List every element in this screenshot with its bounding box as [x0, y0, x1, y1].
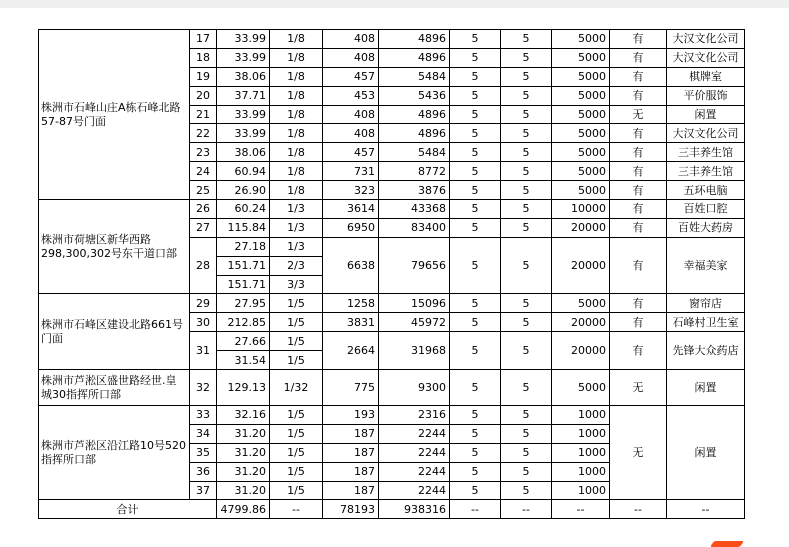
rent-cell: 3831 [323, 313, 379, 332]
unit-number: 19 [190, 67, 217, 86]
status-cell: 有 [610, 30, 667, 49]
deposit-cell: 5000 [552, 294, 610, 313]
tenant-cell: 五环电脑 [667, 181, 745, 200]
property-lease-table [38, 29, 745, 519]
tenant-cell: 幸福美家 [667, 237, 745, 294]
total-rent: 78193 [323, 500, 379, 519]
rent-cell: 6950 [323, 218, 379, 237]
annual-cell: 83400 [379, 218, 450, 237]
deposit-cell: 5000 [552, 181, 610, 200]
unit-number: 35 [190, 443, 217, 462]
rent-cell: 408 [323, 124, 379, 143]
tenant-cell: 石峰村卫生室 [667, 313, 745, 332]
unit-number: 21 [190, 105, 217, 124]
deposit-cell: 5000 [552, 162, 610, 181]
share-cell: 1/5 [270, 462, 323, 481]
col2-cell: 5 [501, 162, 552, 181]
annual-cell: 4896 [379, 48, 450, 67]
rent-cell: 187 [323, 443, 379, 462]
rent-cell: 457 [323, 143, 379, 162]
address-cell: 株洲市石峰山庄A栋石峰北路57-87号门面 [39, 30, 190, 200]
address-cell: 株洲市芦淞区盛世路经世.皇城30指挥所口部 [39, 370, 190, 406]
annual-cell: 15096 [379, 294, 450, 313]
deposit-cell: 5000 [552, 86, 610, 105]
unit-number: 23 [190, 143, 217, 162]
share-cell: 1/3 [270, 237, 323, 256]
tenant-cell: 百姓大药房 [667, 218, 745, 237]
rent-cell: 6638 [323, 237, 379, 294]
share-cell: 1/8 [270, 67, 323, 86]
tenant-cell: 大汉文化公司 [667, 48, 745, 67]
col1-cell: 5 [450, 105, 501, 124]
tenant-cell: 棋牌室 [667, 67, 745, 86]
annual-cell: 5436 [379, 86, 450, 105]
status-cell: 有 [610, 86, 667, 105]
col2-cell: 5 [501, 143, 552, 162]
annual-cell: 79656 [379, 237, 450, 294]
table-body [39, 30, 745, 519]
area-cell: 31.20 [217, 481, 270, 500]
unit-number: 22 [190, 124, 217, 143]
rent-cell: 187 [323, 424, 379, 443]
tenant-cell: 百姓口腔 [667, 200, 745, 219]
share-cell: 1/8 [270, 124, 323, 143]
annual-cell: 3876 [379, 181, 450, 200]
col2-cell: 5 [501, 181, 552, 200]
share-cell: 1/5 [270, 424, 323, 443]
annual-cell: 8772 [379, 162, 450, 181]
deposit-cell: 20000 [552, 332, 610, 370]
col2-cell: 5 [501, 406, 552, 425]
share-cell: 1/5 [270, 481, 323, 500]
col2-cell: 5 [501, 124, 552, 143]
tenant-cell: 大汉文化公司 [667, 124, 745, 143]
window-top-strip [0, 0, 789, 8]
unit-number: 27 [190, 218, 217, 237]
col2-cell: 5 [501, 481, 552, 500]
area-cell: 31.20 [217, 462, 270, 481]
tenant-cell: 平价服饰 [667, 86, 745, 105]
col1-cell: 5 [450, 200, 501, 219]
total-annual: 938316 [379, 500, 450, 519]
area-cell: 115.84 [217, 218, 270, 237]
tenant-cell: 闲置 [667, 406, 745, 500]
share-cell: 1/8 [270, 48, 323, 67]
unit-number: 20 [190, 86, 217, 105]
tenant-cell: 窗帘店 [667, 294, 745, 313]
table-row [39, 30, 745, 49]
deposit-cell: 20000 [552, 218, 610, 237]
area-cell: 60.94 [217, 162, 270, 181]
rent-cell: 323 [323, 181, 379, 200]
unit-number: 26 [190, 200, 217, 219]
tenant-cell: 闲置 [667, 370, 745, 406]
col2-cell: 5 [501, 424, 552, 443]
share-cell: 1/8 [270, 162, 323, 181]
total-area: 4799.86 [217, 500, 270, 519]
area-cell: 33.99 [217, 124, 270, 143]
status-cell: 有 [610, 143, 667, 162]
area-cell: 27.18 [217, 237, 270, 256]
col2-cell: 5 [501, 48, 552, 67]
unit-number: 33 [190, 406, 217, 425]
unit-number: 29 [190, 294, 217, 313]
total-col2: -- [501, 500, 552, 519]
status-cell: 有 [610, 332, 667, 370]
area-cell: 38.06 [217, 67, 270, 86]
col2-cell: 5 [501, 86, 552, 105]
share-cell: 1/5 [270, 313, 323, 332]
rent-cell: 193 [323, 406, 379, 425]
area-cell: 32.16 [217, 406, 270, 425]
col1-cell: 5 [450, 67, 501, 86]
tenant-cell: 先锋大众药店 [667, 332, 745, 370]
area-cell: 31.20 [217, 443, 270, 462]
col1-cell: 5 [450, 313, 501, 332]
unit-number: 25 [190, 181, 217, 200]
table-row [39, 200, 745, 219]
col2-cell: 5 [501, 237, 552, 294]
col2-cell: 5 [501, 294, 552, 313]
annual-cell: 4896 [379, 105, 450, 124]
area-cell: 38.06 [217, 143, 270, 162]
col1-cell: 5 [450, 124, 501, 143]
tenant-cell: 闲置 [667, 105, 745, 124]
col1-cell: 5 [450, 30, 501, 49]
status-cell: 有 [610, 181, 667, 200]
col1-cell: 5 [450, 370, 501, 406]
annual-cell: 45972 [379, 313, 450, 332]
share-cell: 1/32 [270, 370, 323, 406]
unit-number: 34 [190, 424, 217, 443]
col2-cell: 5 [501, 313, 552, 332]
col1-cell: 5 [450, 294, 501, 313]
share-cell: 1/3 [270, 218, 323, 237]
area-cell: 151.71 [217, 275, 270, 294]
rent-cell: 408 [323, 30, 379, 49]
col2-cell: 5 [501, 105, 552, 124]
status-cell: 无 [610, 370, 667, 406]
status-cell: 无 [610, 406, 667, 500]
area-cell: 27.66 [217, 332, 270, 351]
annual-cell: 2244 [379, 462, 450, 481]
rent-cell: 408 [323, 48, 379, 67]
col2-cell: 5 [501, 200, 552, 219]
deposit-cell: 10000 [552, 200, 610, 219]
status-cell: 有 [610, 67, 667, 86]
deposit-cell: 5000 [552, 30, 610, 49]
area-cell: 212.85 [217, 313, 270, 332]
deposit-cell: 1000 [552, 462, 610, 481]
total-status: -- [610, 500, 667, 519]
unit-number: 36 [190, 462, 217, 481]
address-cell: 株洲市石峰区建设北路661号门面 [39, 294, 190, 370]
tenant-cell: 三丰养生馆 [667, 143, 745, 162]
annual-cell: 43368 [379, 200, 450, 219]
deposit-cell: 5000 [552, 143, 610, 162]
tenant-cell: 三丰养生馆 [667, 162, 745, 181]
deposit-cell: 20000 [552, 237, 610, 294]
rent-cell: 457 [323, 67, 379, 86]
annual-cell: 5484 [379, 67, 450, 86]
unit-number: 24 [190, 162, 217, 181]
annual-cell: 2244 [379, 424, 450, 443]
col2-cell: 5 [501, 30, 552, 49]
address-cell: 株洲市荷塘区新华西路298,300,302号东干道口部 [39, 200, 190, 294]
status-cell: 有 [610, 162, 667, 181]
total-row [39, 500, 745, 519]
annual-cell: 31968 [379, 332, 450, 370]
deposit-cell: 20000 [552, 313, 610, 332]
share-cell: 1/5 [270, 332, 323, 351]
rent-cell: 408 [323, 105, 379, 124]
annual-cell: 5484 [379, 143, 450, 162]
deposit-cell: 1000 [552, 481, 610, 500]
share-cell: 1/5 [270, 351, 323, 370]
col2-cell: 5 [501, 370, 552, 406]
status-cell: 有 [610, 237, 667, 294]
area-cell: 129.13 [217, 370, 270, 406]
col2-cell: 5 [501, 218, 552, 237]
rent-cell: 3614 [323, 200, 379, 219]
share-cell: 1/8 [270, 30, 323, 49]
area-cell: 27.95 [217, 294, 270, 313]
col1-cell: 5 [450, 48, 501, 67]
status-cell: 有 [610, 200, 667, 219]
deposit-cell: 5000 [552, 67, 610, 86]
unit-number: 28 [190, 237, 217, 294]
annual-cell: 2244 [379, 443, 450, 462]
deposit-cell: 5000 [552, 370, 610, 406]
status-cell: 有 [610, 313, 667, 332]
table-row [39, 370, 745, 406]
annual-cell: 4896 [379, 124, 450, 143]
col1-cell: 5 [450, 406, 501, 425]
share-cell: 3/3 [270, 275, 323, 294]
col2-cell: 5 [501, 67, 552, 86]
annual-cell: 4896 [379, 30, 450, 49]
col1-cell: 5 [450, 424, 501, 443]
annual-cell: 2316 [379, 406, 450, 425]
area-cell: 33.99 [217, 30, 270, 49]
rent-cell: 187 [323, 481, 379, 500]
unit-number: 31 [190, 332, 217, 370]
rent-cell: 731 [323, 162, 379, 181]
rent-cell: 453 [323, 86, 379, 105]
status-cell: 有 [610, 218, 667, 237]
col2-cell: 5 [501, 443, 552, 462]
rent-cell: 187 [323, 462, 379, 481]
deposit-cell: 1000 [552, 443, 610, 462]
rent-cell: 2664 [323, 332, 379, 370]
annual-cell: 2244 [379, 481, 450, 500]
status-cell: 有 [610, 124, 667, 143]
total-deposit: -- [552, 500, 610, 519]
unit-number: 30 [190, 313, 217, 332]
rent-cell: 1258 [323, 294, 379, 313]
total-label: 合计 [39, 500, 217, 519]
deposit-cell: 1000 [552, 424, 610, 443]
share-cell: 1/5 [270, 406, 323, 425]
address-cell: 株洲市芦淞区沿江路10号520指挥所口部 [39, 406, 190, 500]
col1-cell: 5 [450, 462, 501, 481]
share-cell: 1/3 [270, 200, 323, 219]
col1-cell: 5 [450, 481, 501, 500]
col1-cell: 5 [450, 143, 501, 162]
deposit-cell: 5000 [552, 124, 610, 143]
table-row [39, 406, 745, 425]
col1-cell: 5 [450, 181, 501, 200]
col2-cell: 5 [501, 462, 552, 481]
total-tenant: -- [667, 500, 745, 519]
deposit-cell: 1000 [552, 406, 610, 425]
area-cell: 26.90 [217, 181, 270, 200]
share-cell: 1/8 [270, 143, 323, 162]
annual-cell: 9300 [379, 370, 450, 406]
rent-cell: 775 [323, 370, 379, 406]
total-col1: -- [450, 500, 501, 519]
area-cell: 151.71 [217, 256, 270, 275]
share-cell: 1/8 [270, 86, 323, 105]
area-cell: 33.99 [217, 48, 270, 67]
unit-number: 37 [190, 481, 217, 500]
unit-number: 32 [190, 370, 217, 406]
unit-number: 17 [190, 30, 217, 49]
status-cell: 无 [610, 105, 667, 124]
unit-number: 18 [190, 48, 217, 67]
area-cell: 31.54 [217, 351, 270, 370]
area-cell: 33.99 [217, 105, 270, 124]
status-cell: 有 [610, 48, 667, 67]
share-cell: 1/8 [270, 105, 323, 124]
status-cell: 有 [610, 294, 667, 313]
share-cell: 1/5 [270, 443, 323, 462]
col1-cell: 5 [450, 218, 501, 237]
decorative-stroke [710, 541, 744, 547]
total-share: -- [270, 500, 323, 519]
col1-cell: 5 [450, 86, 501, 105]
col1-cell: 5 [450, 162, 501, 181]
table-row [39, 294, 745, 313]
deposit-cell: 5000 [552, 48, 610, 67]
share-cell: 1/5 [270, 294, 323, 313]
col2-cell: 5 [501, 332, 552, 370]
col1-cell: 5 [450, 443, 501, 462]
share-cell: 2/3 [270, 256, 323, 275]
area-cell: 31.20 [217, 424, 270, 443]
area-cell: 37.71 [217, 86, 270, 105]
tenant-cell: 大汉文化公司 [667, 30, 745, 49]
col1-cell: 5 [450, 332, 501, 370]
area-cell: 60.24 [217, 200, 270, 219]
col1-cell: 5 [450, 237, 501, 294]
share-cell: 1/8 [270, 181, 323, 200]
deposit-cell: 5000 [552, 105, 610, 124]
